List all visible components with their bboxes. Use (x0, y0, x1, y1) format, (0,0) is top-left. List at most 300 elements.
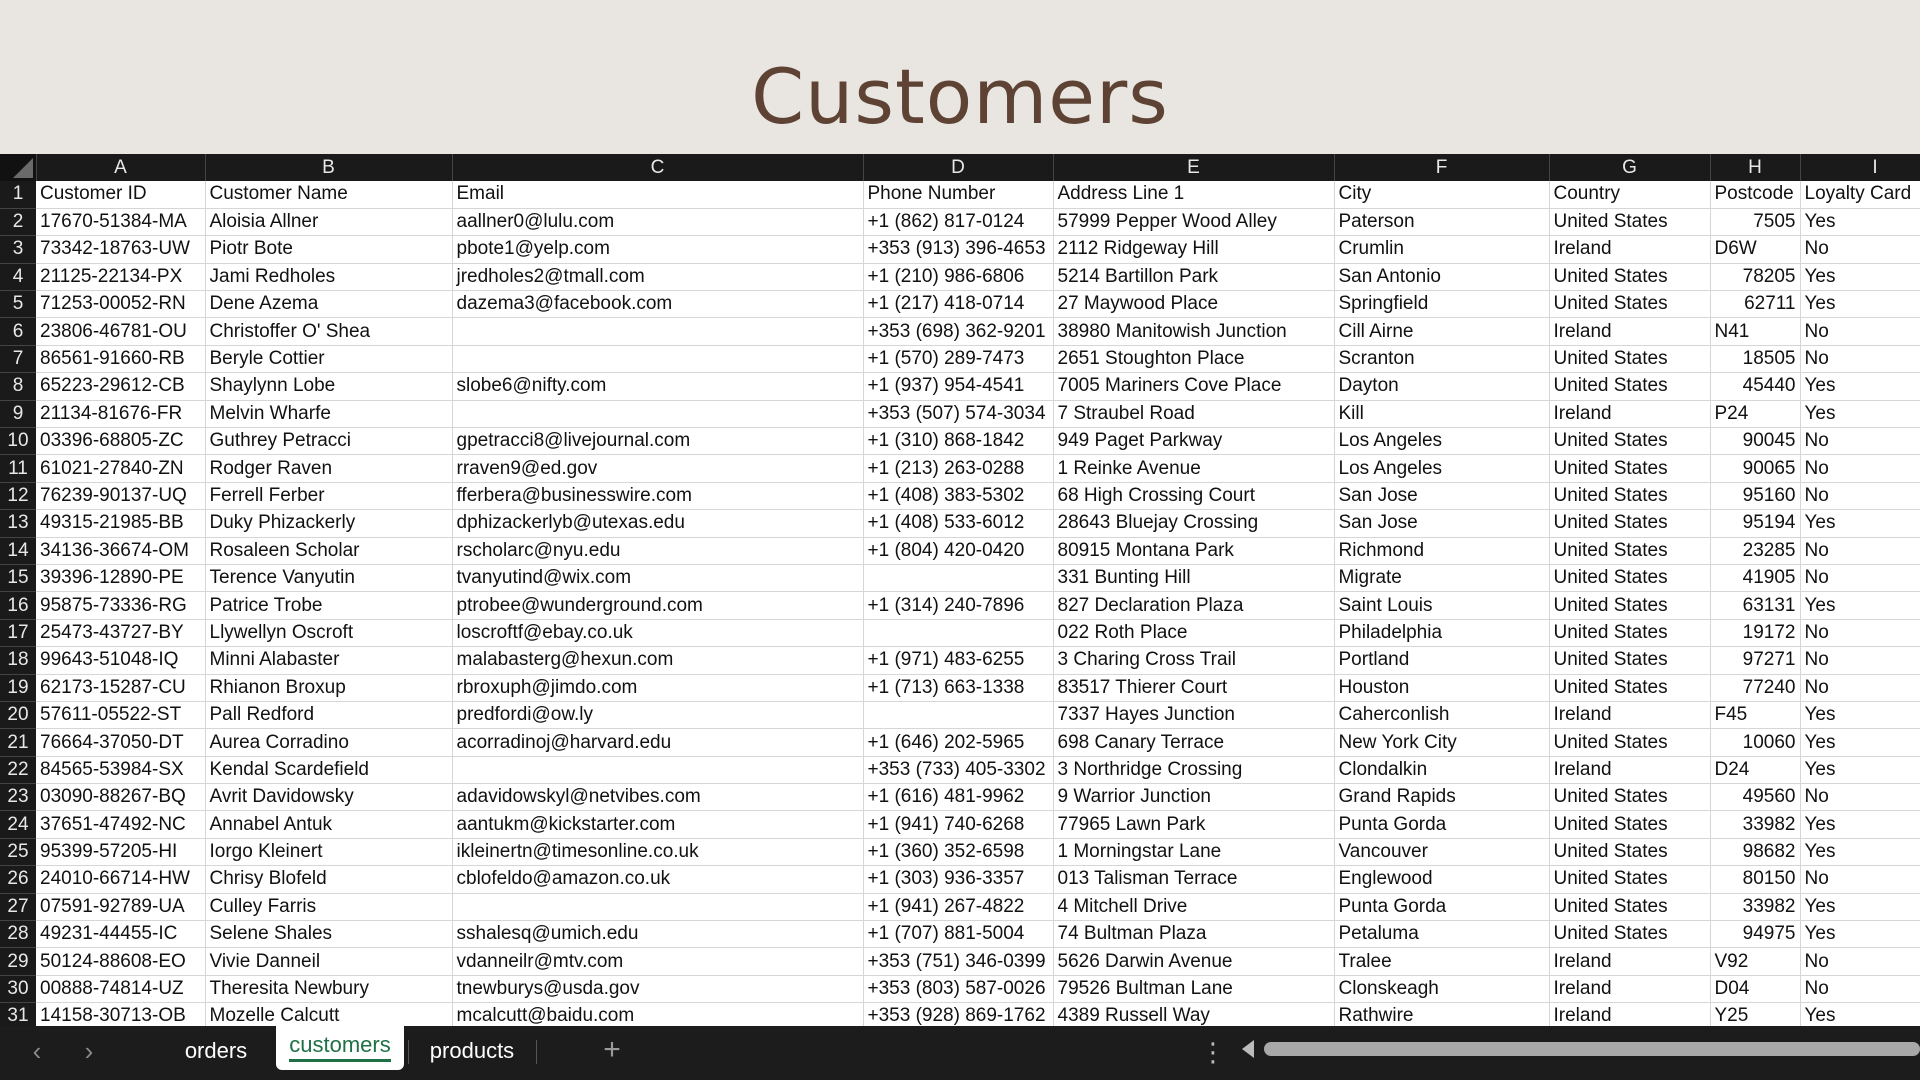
cell-e[interactable]: 77965 Lawn Park (1053, 811, 1334, 838)
cell-b[interactable]: Pall Redford (205, 701, 452, 728)
row-header[interactable]: 20 (0, 701, 36, 728)
cell-e[interactable]: 68 High Crossing Court (1053, 482, 1334, 509)
cell-h[interactable]: 19172 (1710, 619, 1800, 646)
cell-h[interactable]: 90045 (1710, 428, 1800, 455)
cell-b[interactable]: Duky Phizackerly (205, 510, 452, 537)
cell-f[interactable]: Dayton (1334, 373, 1549, 400)
cell-i[interactable]: Yes (1800, 729, 1920, 756)
column-header-h[interactable]: H (1710, 154, 1800, 181)
row-header[interactable]: 12 (0, 482, 36, 509)
row-header[interactable]: 4 (0, 263, 36, 290)
cell-a[interactable]: 61021-27840-ZN (36, 455, 205, 482)
cell-h[interactable]: P24 (1710, 400, 1800, 427)
cell-d[interactable]: +1 (941) 267-4822 (863, 893, 1053, 920)
cell-h[interactable]: D6W (1710, 236, 1800, 263)
cell-b[interactable]: Culley Farris (205, 893, 452, 920)
cell-e[interactable]: 2112 Ridgeway Hill (1053, 236, 1334, 263)
cell-f[interactable]: Grand Rapids (1334, 784, 1549, 811)
row-header[interactable]: 6 (0, 318, 36, 345)
row-header[interactable]: 31 (0, 1003, 36, 1026)
row-header[interactable]: 19 (0, 674, 36, 701)
cell-i[interactable]: No (1800, 647, 1920, 674)
cell-g[interactable]: United States (1549, 428, 1710, 455)
row-header[interactable]: 14 (0, 537, 36, 564)
cell-c[interactable]: adavidowskyl@netvibes.com (452, 784, 863, 811)
cell-h[interactable]: 18505 (1710, 345, 1800, 372)
cell-h[interactable]: Postcode (1710, 181, 1800, 208)
cell-d[interactable]: +353 (698) 362-9201 (863, 318, 1053, 345)
column-header-d[interactable]: D (863, 154, 1053, 181)
cell-h[interactable]: 94975 (1710, 921, 1800, 948)
cell-b[interactable]: Kendal Scardefield (205, 756, 452, 783)
cell-d[interactable]: +353 (803) 587-0026 (863, 975, 1053, 1002)
cell-i[interactable]: No (1800, 428, 1920, 455)
cell-i[interactable]: No (1800, 619, 1920, 646)
column-header-g[interactable]: G (1549, 154, 1710, 181)
cell-g[interactable]: Ireland (1549, 975, 1710, 1002)
cell-e[interactable]: 949 Paget Parkway (1053, 428, 1334, 455)
cell-b[interactable]: Dene Azema (205, 291, 452, 318)
row-header[interactable]: 18 (0, 647, 36, 674)
cell-g[interactable]: United States (1549, 784, 1710, 811)
cell-d[interactable]: +1 (971) 483-6255 (863, 647, 1053, 674)
cell-d[interactable]: +1 (616) 481-9962 (863, 784, 1053, 811)
cell-g[interactable]: United States (1549, 866, 1710, 893)
cell-a[interactable]: 21134-81676-FR (36, 400, 205, 427)
cell-a[interactable]: 03396-68805-ZC (36, 428, 205, 455)
row-header[interactable]: 16 (0, 592, 36, 619)
cell-b[interactable]: Minni Alabaster (205, 647, 452, 674)
cell-a[interactable]: 21125-22134-PX (36, 263, 205, 290)
cell-i[interactable]: No (1800, 975, 1920, 1002)
cell-f[interactable]: Springfield (1334, 291, 1549, 318)
cell-c[interactable]: tnewburys@usda.gov (452, 975, 863, 1002)
cell-i[interactable]: Yes (1800, 400, 1920, 427)
cell-f[interactable]: Kill (1334, 400, 1549, 427)
cell-e[interactable]: 79526 Bultman Lane (1053, 975, 1334, 1002)
cell-i[interactable]: No (1800, 345, 1920, 372)
cell-g[interactable]: United States (1549, 373, 1710, 400)
cell-f[interactable]: Scranton (1334, 345, 1549, 372)
row-header[interactable]: 23 (0, 784, 36, 811)
cell-f[interactable]: San Jose (1334, 510, 1549, 537)
cell-b[interactable]: Rosaleen Scholar (205, 537, 452, 564)
more-options-icon[interactable]: ⋮ (1200, 1037, 1226, 1067)
cell-g[interactable]: United States (1549, 537, 1710, 564)
cell-f[interactable]: Rathwire (1334, 1003, 1549, 1026)
horizontal-scrollbar[interactable] (1264, 1042, 1920, 1056)
cell-h[interactable]: D24 (1710, 756, 1800, 783)
cell-c[interactable]: Email (452, 181, 863, 208)
cell-g[interactable]: Country (1549, 181, 1710, 208)
cell-f[interactable]: Clonskeagh (1334, 975, 1549, 1002)
cell-g[interactable]: United States (1549, 838, 1710, 865)
row-header[interactable]: 27 (0, 893, 36, 920)
row-header[interactable]: 7 (0, 345, 36, 372)
cell-c[interactable]: mcalcutt@baidu.com (452, 1003, 863, 1026)
cell-i[interactable]: Yes (1800, 1003, 1920, 1026)
cell-f[interactable]: Portland (1334, 647, 1549, 674)
cell-e[interactable]: Address Line 1 (1053, 181, 1334, 208)
cell-g[interactable]: United States (1549, 921, 1710, 948)
cell-a[interactable]: 86561-91660-RB (36, 345, 205, 372)
cell-i[interactable]: Loyalty Card (1800, 181, 1920, 208)
cell-b[interactable]: Rhianon Broxup (205, 674, 452, 701)
row-header[interactable]: 13 (0, 510, 36, 537)
cell-d[interactable]: +1 (210) 986-6806 (863, 263, 1053, 290)
cell-c[interactable]: ptrobee@wunderground.com (452, 592, 863, 619)
cell-h[interactable]: 95194 (1710, 510, 1800, 537)
cell-i[interactable]: Yes (1800, 373, 1920, 400)
cell-c[interactable]: jredholes2@tmall.com (452, 263, 863, 290)
cell-g[interactable]: Ireland (1549, 701, 1710, 728)
cell-d[interactable]: +1 (360) 352-6598 (863, 838, 1053, 865)
row-header[interactable]: 30 (0, 975, 36, 1002)
cell-g[interactable]: United States (1549, 291, 1710, 318)
row-header[interactable]: 29 (0, 948, 36, 975)
cell-g[interactable]: United States (1549, 482, 1710, 509)
cell-h[interactable]: 77240 (1710, 674, 1800, 701)
cell-f[interactable]: Richmond (1334, 537, 1549, 564)
cell-i[interactable]: Yes (1800, 838, 1920, 865)
cell-d[interactable]: +353 (733) 405-3302 (863, 756, 1053, 783)
row-header[interactable]: 15 (0, 564, 36, 591)
cell-a[interactable]: 73342-18763-UW (36, 236, 205, 263)
tab-orders[interactable] (160, 1032, 272, 1072)
cell-g[interactable]: Ireland (1549, 318, 1710, 345)
cell-h[interactable]: 98682 (1710, 838, 1800, 865)
cell-b[interactable]: Piotr Bote (205, 236, 452, 263)
row-header[interactable]: 17 (0, 619, 36, 646)
cell-e[interactable]: 5214 Bartillon Park (1053, 263, 1334, 290)
cell-d[interactable] (863, 564, 1053, 591)
row-header[interactable]: 21 (0, 729, 36, 756)
cell-f[interactable]: Los Angeles (1334, 455, 1549, 482)
cell-e[interactable]: 4 Mitchell Drive (1053, 893, 1334, 920)
cell-d[interactable]: +1 (408) 533-6012 (863, 510, 1053, 537)
cell-h[interactable]: Y25 (1710, 1003, 1800, 1026)
cell-c[interactable] (452, 756, 863, 783)
column-header-a[interactable]: A (36, 154, 205, 181)
cell-d[interactable]: Phone Number (863, 181, 1053, 208)
cell-c[interactable]: sshalesq@umich.edu (452, 921, 863, 948)
cell-d[interactable]: +1 (646) 202-5965 (863, 729, 1053, 756)
cell-e[interactable]: 80915 Montana Park (1053, 537, 1334, 564)
cell-g[interactable]: Ireland (1549, 948, 1710, 975)
cell-e[interactable]: 83517 Thierer Court (1053, 674, 1334, 701)
cell-e[interactable]: 4389 Russell Way (1053, 1003, 1334, 1026)
cell-c[interactable]: loscroftf@ebay.co.uk (452, 619, 863, 646)
cell-b[interactable]: Jami Redholes (205, 263, 452, 290)
cell-e[interactable]: 013 Talisman Terrace (1053, 866, 1334, 893)
cell-a[interactable]: 34136-36674-OM (36, 537, 205, 564)
cell-h[interactable]: V92 (1710, 948, 1800, 975)
cell-e[interactable]: 5626 Darwin Avenue (1053, 948, 1334, 975)
cell-b[interactable]: Patrice Trobe (205, 592, 452, 619)
cell-d[interactable]: +1 (713) 663-1338 (863, 674, 1053, 701)
cell-f[interactable]: Migrate (1334, 564, 1549, 591)
row-header[interactable]: 2 (0, 208, 36, 235)
cell-a[interactable]: 17670-51384-MA (36, 208, 205, 235)
cell-d[interactable] (863, 701, 1053, 728)
cell-h[interactable]: 33982 (1710, 893, 1800, 920)
cell-c[interactable]: rscholarc@nyu.edu (452, 537, 863, 564)
cell-g[interactable]: United States (1549, 455, 1710, 482)
row-header[interactable]: 8 (0, 373, 36, 400)
cell-i[interactable]: Yes (1800, 701, 1920, 728)
cell-g[interactable]: Ireland (1549, 756, 1710, 783)
chevron-right-icon[interactable]: › (84, 1036, 94, 1066)
row-header[interactable]: 25 (0, 838, 36, 865)
cell-a[interactable]: 76664-37050-DT (36, 729, 205, 756)
cell-h[interactable]: 23285 (1710, 537, 1800, 564)
cell-d[interactable]: +353 (507) 574-3034 (863, 400, 1053, 427)
cell-b[interactable]: Chrisy Blofeld (205, 866, 452, 893)
cell-e[interactable]: 9 Warrior Junction (1053, 784, 1334, 811)
cell-i[interactable]: Yes (1800, 510, 1920, 537)
cell-i[interactable]: No (1800, 948, 1920, 975)
cell-e[interactable]: 38980 Manitowish Junction (1053, 318, 1334, 345)
cell-f[interactable]: Houston (1334, 674, 1549, 701)
tab-customers[interactable] (276, 1026, 404, 1070)
row-header[interactable]: 9 (0, 400, 36, 427)
cell-e[interactable]: 28643 Bluejay Crossing (1053, 510, 1334, 537)
cell-b[interactable]: Avrit Davidowsky (205, 784, 452, 811)
cell-a[interactable]: 00888-74814-UZ (36, 975, 205, 1002)
row-header[interactable]: 1 (0, 181, 36, 208)
cell-c[interactable]: rbroxuph@jimdo.com (452, 674, 863, 701)
cell-b[interactable]: Theresita Newbury (205, 975, 452, 1002)
cell-b[interactable]: Selene Shales (205, 921, 452, 948)
cell-h[interactable]: F45 (1710, 701, 1800, 728)
cell-e[interactable]: 698 Canary Terrace (1053, 729, 1334, 756)
select-all-button[interactable] (0, 154, 36, 181)
cell-b[interactable]: Iorgo Kleinert (205, 838, 452, 865)
cell-f[interactable]: San Jose (1334, 482, 1549, 509)
cell-g[interactable]: United States (1549, 674, 1710, 701)
cell-a[interactable]: 99643-51048-IQ (36, 647, 205, 674)
cell-c[interactable]: pbote1@yelp.com (452, 236, 863, 263)
cell-a[interactable]: 25473-43727-BY (36, 619, 205, 646)
row-header[interactable]: 3 (0, 236, 36, 263)
cell-f[interactable]: Punta Gorda (1334, 811, 1549, 838)
cell-e[interactable]: 3 Northridge Crossing (1053, 756, 1334, 783)
cell-i[interactable]: No (1800, 482, 1920, 509)
cell-c[interactable]: gpetracci8@livejournal.com (452, 428, 863, 455)
cell-c[interactable]: ikleinertn@timesonline.co.uk (452, 838, 863, 865)
cell-i[interactable]: Yes (1800, 921, 1920, 948)
cell-f[interactable]: Englewood (1334, 866, 1549, 893)
cell-b[interactable]: Annabel Antuk (205, 811, 452, 838)
cell-g[interactable]: United States (1549, 510, 1710, 537)
cell-e[interactable]: 7337 Hayes Junction (1053, 701, 1334, 728)
cell-h[interactable]: D04 (1710, 975, 1800, 1002)
cell-c[interactable]: dphizackerlyb@utexas.edu (452, 510, 863, 537)
cell-g[interactable]: United States (1549, 893, 1710, 920)
cell-b[interactable]: Llywellyn Oscroft (205, 619, 452, 646)
cell-f[interactable]: Petaluma (1334, 921, 1549, 948)
cell-b[interactable]: Christoffer O' Shea (205, 318, 452, 345)
cell-b[interactable]: Customer Name (205, 181, 452, 208)
cell-i[interactable]: Yes (1800, 208, 1920, 235)
cell-c[interactable] (452, 318, 863, 345)
cell-d[interactable]: +353 (928) 869-1762 (863, 1003, 1053, 1026)
cell-c[interactable]: vdanneilr@mtv.com (452, 948, 863, 975)
column-header-f[interactable]: F (1334, 154, 1549, 181)
cell-g[interactable]: United States (1549, 345, 1710, 372)
row-header[interactable]: 26 (0, 866, 36, 893)
cell-g[interactable]: Ireland (1549, 400, 1710, 427)
cell-i[interactable]: No (1800, 674, 1920, 701)
cell-e[interactable]: 1 Reinke Avenue (1053, 455, 1334, 482)
cell-d[interactable]: +1 (941) 740-6268 (863, 811, 1053, 838)
cell-b[interactable]: Guthrey Petracci (205, 428, 452, 455)
cell-f[interactable]: City (1334, 181, 1549, 208)
cell-h[interactable]: 63131 (1710, 592, 1800, 619)
cell-i[interactable]: No (1800, 236, 1920, 263)
cell-e[interactable]: 57999 Pepper Wood Alley (1053, 208, 1334, 235)
cell-d[interactable]: +353 (751) 346-0399 (863, 948, 1053, 975)
cell-d[interactable]: +1 (408) 383-5302 (863, 482, 1053, 509)
cell-a[interactable]: 23806-46781-OU (36, 318, 205, 345)
cell-b[interactable]: Melvin Wharfe (205, 400, 452, 427)
cell-f[interactable]: Caherconlish (1334, 701, 1549, 728)
column-header-i[interactable]: I (1800, 154, 1920, 181)
cell-c[interactable]: aallner0@lulu.com (452, 208, 863, 235)
cell-d[interactable]: +1 (310) 868-1842 (863, 428, 1053, 455)
cell-a[interactable]: 07591-92789-UA (36, 893, 205, 920)
cell-g[interactable]: Ireland (1549, 236, 1710, 263)
cell-e[interactable]: 27 Maywood Place (1053, 291, 1334, 318)
cell-d[interactable]: +1 (707) 881-5004 (863, 921, 1053, 948)
cell-a[interactable]: 49231-44455-IC (36, 921, 205, 948)
cell-g[interactable]: United States (1549, 729, 1710, 756)
cell-c[interactable]: acorradinoj@harvard.edu (452, 729, 863, 756)
cell-d[interactable]: +1 (804) 420-0420 (863, 537, 1053, 564)
cell-h[interactable]: 7505 (1710, 208, 1800, 235)
cell-g[interactable]: United States (1549, 208, 1710, 235)
column-header-b[interactable]: B (205, 154, 452, 181)
row-header[interactable]: 22 (0, 756, 36, 783)
cell-g[interactable]: United States (1549, 647, 1710, 674)
cell-d[interactable]: +1 (937) 954-4541 (863, 373, 1053, 400)
row-header[interactable]: 5 (0, 291, 36, 318)
cell-h[interactable]: 95160 (1710, 482, 1800, 509)
cell-g[interactable]: United States (1549, 619, 1710, 646)
cell-d[interactable]: +1 (217) 418-0714 (863, 291, 1053, 318)
cell-b[interactable]: Mozelle Calcutt (205, 1003, 452, 1026)
cell-e[interactable]: 827 Declaration Plaza (1053, 592, 1334, 619)
chevron-left-icon[interactable]: ‹ (32, 1036, 42, 1066)
spreadsheet-grid[interactable] (0, 154, 1920, 1026)
cell-e[interactable]: 1 Morningstar Lane (1053, 838, 1334, 865)
cell-i[interactable]: No (1800, 866, 1920, 893)
cell-i[interactable]: No (1800, 537, 1920, 564)
cell-h[interactable]: 41905 (1710, 564, 1800, 591)
cell-b[interactable]: Aloisia Allner (205, 208, 452, 235)
cell-a[interactable]: 57611-05522-ST (36, 701, 205, 728)
cell-a[interactable]: 14158-30713-OB (36, 1003, 205, 1026)
cell-c[interactable]: slobe6@nifty.com (452, 373, 863, 400)
cell-a[interactable]: 95875-73336-RG (36, 592, 205, 619)
cell-i[interactable]: Yes (1800, 263, 1920, 290)
cell-f[interactable]: Tralee (1334, 948, 1549, 975)
cell-c[interactable]: predfordi@ow.ly (452, 701, 863, 728)
cell-a[interactable]: Customer ID (36, 181, 205, 208)
cell-e[interactable]: 2651 Stoughton Place (1053, 345, 1334, 372)
cell-b[interactable]: Aurea Corradino (205, 729, 452, 756)
cell-i[interactable]: No (1800, 318, 1920, 345)
cell-b[interactable]: Beryle Cottier (205, 345, 452, 372)
cell-c[interactable]: cblofeldo@amazon.co.uk (452, 866, 863, 893)
cell-i[interactable]: No (1800, 455, 1920, 482)
row-header[interactable]: 10 (0, 428, 36, 455)
cell-g[interactable]: United States (1549, 564, 1710, 591)
cell-b[interactable]: Vivie Danneil (205, 948, 452, 975)
cell-h[interactable]: N41 (1710, 318, 1800, 345)
cell-b[interactable]: Terence Vanyutin (205, 564, 452, 591)
cell-a[interactable]: 84565-53984-SX (36, 756, 205, 783)
cell-d[interactable]: +1 (303) 936-3357 (863, 866, 1053, 893)
cell-c[interactable]: rraven9@ed.gov (452, 455, 863, 482)
cell-i[interactable]: Yes (1800, 756, 1920, 783)
cell-i[interactable]: No (1800, 784, 1920, 811)
cell-a[interactable]: 03090-88267-BQ (36, 784, 205, 811)
cell-h[interactable]: 97271 (1710, 647, 1800, 674)
cell-b[interactable]: Ferrell Ferber (205, 482, 452, 509)
cell-d[interactable] (863, 619, 1053, 646)
cell-c[interactable]: tvanyutind@wix.com (452, 564, 863, 591)
cell-d[interactable]: +1 (862) 817-0124 (863, 208, 1053, 235)
cell-e[interactable]: 022 Roth Place (1053, 619, 1334, 646)
cell-a[interactable]: 62173-15287-CU (36, 674, 205, 701)
cell-i[interactable]: Yes (1800, 592, 1920, 619)
cell-h[interactable]: 45440 (1710, 373, 1800, 400)
column-header-e[interactable]: E (1053, 154, 1334, 181)
cell-e[interactable]: 331 Bunting Hill (1053, 564, 1334, 591)
cell-e[interactable]: 7005 Mariners Cove Place (1053, 373, 1334, 400)
cell-a[interactable]: 37651-47492-NC (36, 811, 205, 838)
add-sheet-icon[interactable]: + (603, 1033, 621, 1066)
cell-f[interactable]: Philadelphia (1334, 619, 1549, 646)
cell-h[interactable]: 78205 (1710, 263, 1800, 290)
cell-f[interactable]: Punta Gorda (1334, 893, 1549, 920)
cell-i[interactable]: No (1800, 564, 1920, 591)
cell-h[interactable]: 33982 (1710, 811, 1800, 838)
cell-h[interactable]: 90065 (1710, 455, 1800, 482)
cell-d[interactable]: +1 (314) 240-7896 (863, 592, 1053, 619)
cell-c[interactable] (452, 400, 863, 427)
cell-f[interactable]: Cill Airne (1334, 318, 1549, 345)
cell-d[interactable]: +1 (213) 263-0288 (863, 455, 1053, 482)
cell-h[interactable]: 10060 (1710, 729, 1800, 756)
cell-a[interactable]: 24010-66714-HW (36, 866, 205, 893)
cell-f[interactable]: Vancouver (1334, 838, 1549, 865)
tab-products[interactable] (412, 1032, 532, 1072)
cell-a[interactable]: 50124-88608-EO (36, 948, 205, 975)
cell-a[interactable]: 39396-12890-PE (36, 564, 205, 591)
row-header[interactable]: 11 (0, 455, 36, 482)
cell-f[interactable]: San Antonio (1334, 263, 1549, 290)
cell-c[interactable]: fferbera@businesswire.com (452, 482, 863, 509)
cell-g[interactable]: United States (1549, 263, 1710, 290)
cell-h[interactable]: 49560 (1710, 784, 1800, 811)
cell-f[interactable]: Clondalkin (1334, 756, 1549, 783)
cell-h[interactable]: 62711 (1710, 291, 1800, 318)
column-header-c[interactable]: C (452, 154, 863, 181)
cell-i[interactable]: Yes (1800, 291, 1920, 318)
cell-a[interactable]: 76239-90137-UQ (36, 482, 205, 509)
